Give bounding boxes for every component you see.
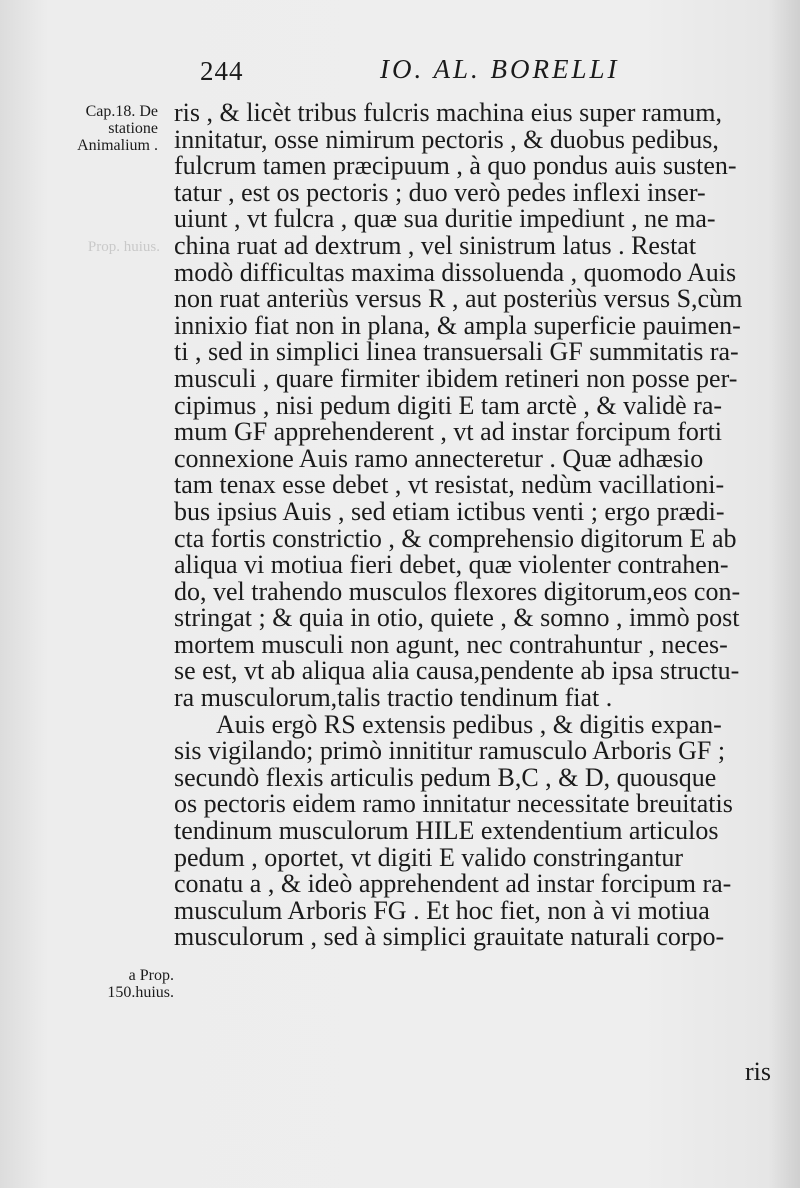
margin-note-reference: a Prop. 150.huius.: [107, 967, 174, 1001]
margin-note-chapter: Cap.18. De statione Animalium .: [77, 103, 158, 154]
text-line: ra musculorum,talis tractio tendinum fiat .: [174, 683, 613, 713]
page-number: 244: [200, 56, 244, 86]
text-line: china ruat ad dextrum , vel sinistrum latus . Restat: [174, 230, 697, 260]
text-line: connexione Auis ramo annecteretur . Quæ adhæsio: [174, 443, 704, 473]
text-line: os pectoris eidem ramo innitatur necessitate breuitatis: [174, 789, 733, 819]
text-line: non ruat anteriùs versus R , aut posteriùs versus S,cùm: [174, 284, 743, 314]
running-head: [200, 50, 620, 90]
text-line: conatu a , & ideò apprehendent ad instar forcipum ra-: [174, 869, 732, 899]
text-line: musculi , quare firmiter ibidem retineri non posse per-: [174, 363, 738, 393]
text-line: cipimus , nisi pedum digiti E tam arctè , & validè ra-: [174, 390, 723, 420]
body-text: [174, 100, 774, 951]
text-line: ris , & licèt tribus fulcris machina eius super ramum,: [174, 98, 723, 127]
running-title: IO. AL. BORELLI: [380, 54, 620, 84]
text-line: secundò flexis articulis pedum B,C , & D, quousque: [174, 762, 717, 792]
text-line: stringat ; & quia in otio, quiete , & somno , immò post: [174, 603, 740, 633]
text-line: cta fortis constrictio , & comprehensio digitorum E ab: [174, 523, 737, 553]
text-line: tatur , est os pectoris ; duo verò pedes inflexi inser-: [174, 177, 706, 207]
text-line: mum GF apprehenderent , vt ad instar forcipum forti: [174, 417, 723, 447]
text-line: do, vel trahendo musculos flexores digitorum,eos con-: [174, 576, 741, 606]
catchword: ris: [745, 1057, 771, 1086]
text-line: bus ipsius Auis , sed etiam ictibus venti ; ergo prædi-: [174, 496, 725, 526]
text-line: modò difficultas maxima dissoluenda , quomodo Auis: [174, 257, 737, 287]
text-line: aliqua vi motiua fieri debet, quæ violenter contrahen-: [174, 550, 729, 580]
text-line: mortem musculi non agunt, nec contrahuntur , neces-: [174, 629, 728, 659]
text-line-paragraph-start: Auis ergò RS extensis pedibus , & digitis expan-: [216, 709, 722, 739]
text-line: sis vigilando; primò innititur ramusculo Arboris GF ;: [174, 736, 726, 766]
text-line: tam tenax esse debet , vt resistat, nedùm vacillationi-: [174, 470, 725, 500]
text-line: uiunt , vt fulcra , quæ sua duritie impediunt , ne ma-: [174, 204, 716, 234]
text-line: se est, vt ab aliqua alia causa,pendente ab ipsa structu-: [174, 656, 740, 686]
bleed-through-text: Prop. huius.: [87, 239, 160, 255]
text-line: innixio fiat non in plana, & ampla superficie pauimen-: [174, 310, 741, 340]
text-line: ti , sed in simplici linea transuersali GF summitatis ra-: [174, 337, 739, 367]
text-line: innitatur, osse nimirum pectoris , & duobus pedibus,: [174, 124, 719, 154]
text-line: pedum , oportet, vt digiti E valido constringantur: [174, 842, 684, 872]
text-line: tendinum musculorum HILE extendentium articulos: [174, 816, 719, 846]
text-line: fulcrum tamen præcipuum , à quo pondus auis susten-: [174, 151, 737, 181]
text-line: musculum Arboris FG . Et hoc fiet, non à vi motiua: [174, 895, 710, 925]
text-line: musculorum , sed à simplici grauitate naturali corpo-: [174, 922, 725, 952]
